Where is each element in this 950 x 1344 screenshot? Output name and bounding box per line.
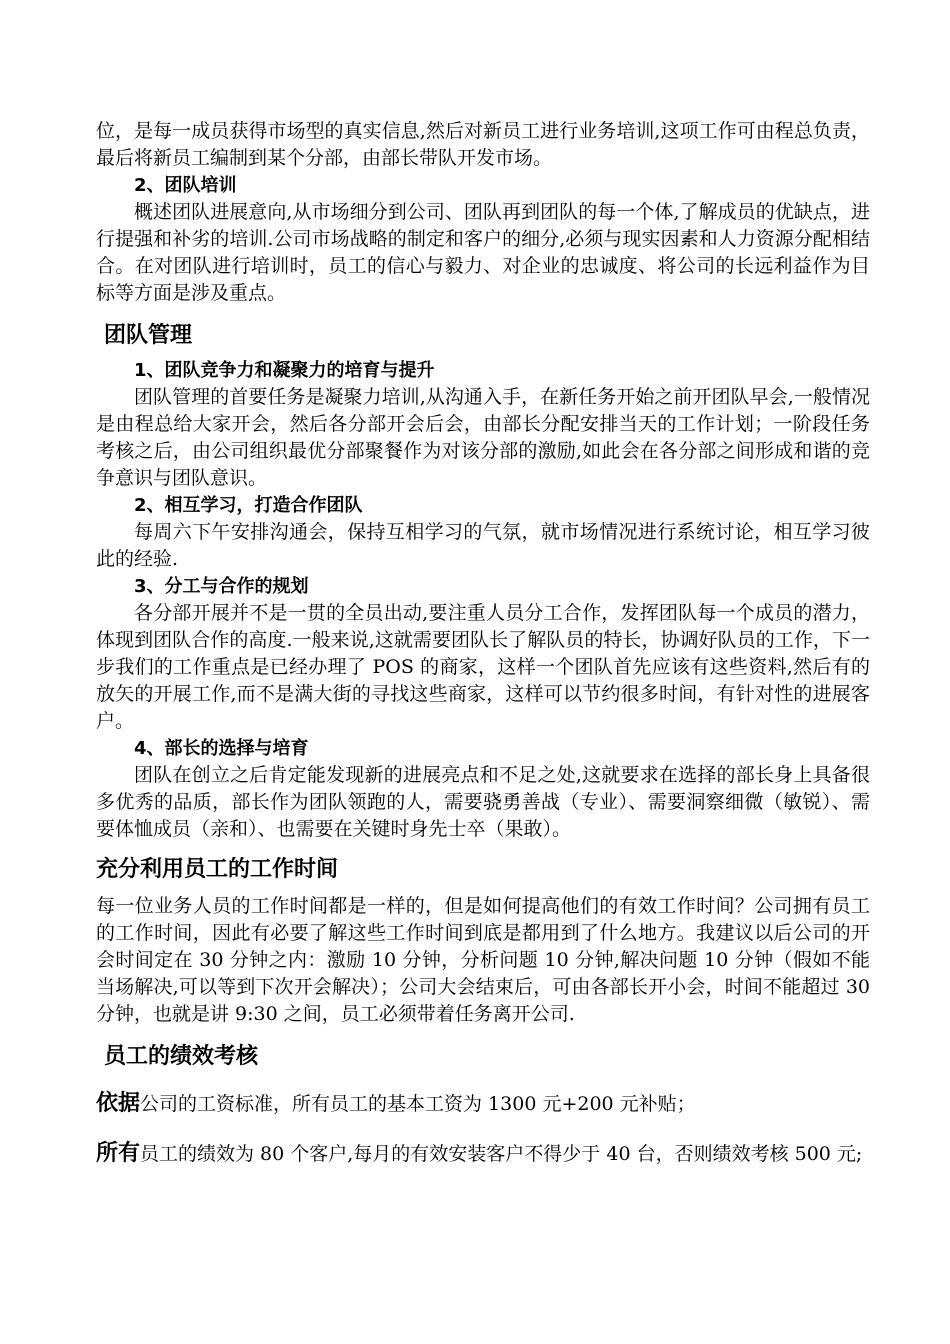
subheading-minister-selection: 4、部长的选择与培育 <box>134 738 309 759</box>
division-of-labor-paragraph: 各分部开展并不是一贯的全员出动,要注重人员分工合作，发挥团队每一个成员的潜力，体现到团队合作的高度.一般来说,这就需要团队长了解队员的特长，协调好队员的工作，下一步我们的工作重点是已经办理了 POS 的商家，这样一个团队首先应该有这些资料,然后有的放矢的开展工作,而不是满大街的寻找这些商家，这样可以节约很多时间，有针对性的进展客户。 <box>96 602 870 732</box>
subheading-division-of-labor: 3、分工与合作的规划 <box>134 576 309 597</box>
section-heading-performance: 员工的绩效考核 <box>104 1044 259 1069</box>
mutual-learning-paragraph: 每周六下午安排沟通会，保持互相学习的气氛，就市场情况进行系统讨论，相互学习彼此的经验. <box>96 521 870 570</box>
basis-paragraph <box>96 1084 870 1124</box>
all-text: 员工的绩效为 80 个客户,每月的有效安装客户不得少于 40 台，否则绩效考核 500 元; <box>140 1143 863 1165</box>
basis-text: 公司的工资标准，所有员工的基本工资为 1300 元+200 元补贴； <box>140 1093 696 1115</box>
basis-lead-word: 依据 <box>96 1091 141 1116</box>
all-lead-word: 所有 <box>96 1141 141 1166</box>
intro-paragraph: 位，是每一成员获得市场型的真实信息,然后对新员工进行业务培训,这项工作可由程总负责，最后将新员工编制到某个分部，由部长带队开发市场。 <box>96 120 870 169</box>
minister-selection-paragraph: 团队在创立之后肯定能发现新的进展亮点和不足之处,这就要求在选择的部长身上具备很多优秀的品质，部长作为团队领跑的人，需要骁勇善战（专业）、需要洞察细微（敏锐）、需要体恤成员（亲和）、也需要在关键时身先士卒（果敢）。 <box>96 764 870 840</box>
section-heading-team-management: 团队管理 <box>104 323 193 348</box>
cohesion-paragraph: 团队管理的首要任务是凝聚力培训,从沟通入手，在新任务开始之前开团队早会,一般情况是由程总给大家开会，然后各分部开会后会，由部长分配安排当天的工作计划；一阶段任务考核之后，由公司组织最优分部聚餐作为对该分部的激励,如此会在各分部之间形成和谐的竞争意识与团队意识。 <box>96 386 870 489</box>
work-time-paragraph: 每一位业务人员的工作时间都是一样的，但是如何提高他们的有效工作时间？公司拥有员工的工作时间，因此有必要了解这些工作时间到底是都用到了什么地方。我建议以后公司的开会时间定在 30 分钟之内：激励 10 分钟，分析问题 10 分钟,解决问题 10 分钟（假如不能当场解决,可以等到下次开会解决）；公司大会结束后，可由各部长开小会，时间不能超过 30 分钟，也就是讲 9:30 之间，员工必须带着任务离开公司. <box>96 895 870 1025</box>
spacer <box>96 1124 870 1134</box>
subheading-mutual-learning: 2、相互学习，打造合作团队 <box>134 495 363 516</box>
all-paragraph <box>96 1134 870 1174</box>
team-training-paragraph: 概述团队进展意向,从市场细分到公司、团队再到团队的每一个体,了解成员的优缺点，进行提强和补劣的培训.公司市场战略的制定和客户的细分,必须与现实因素和人力资源分配相结合。在对团队进行培训时，员工的信心与毅力、对企业的忠诚度、将公司的长远利益作为目标等方面是涉及重点。 <box>96 201 870 304</box>
subheading-cohesion: 1、团队竞争力和凝聚力的培育与提升 <box>134 360 435 381</box>
subheading-team-training: 2、团队培训 <box>134 175 237 196</box>
section-heading-work-time: 充分利用员工的工作时间 <box>96 857 339 882</box>
